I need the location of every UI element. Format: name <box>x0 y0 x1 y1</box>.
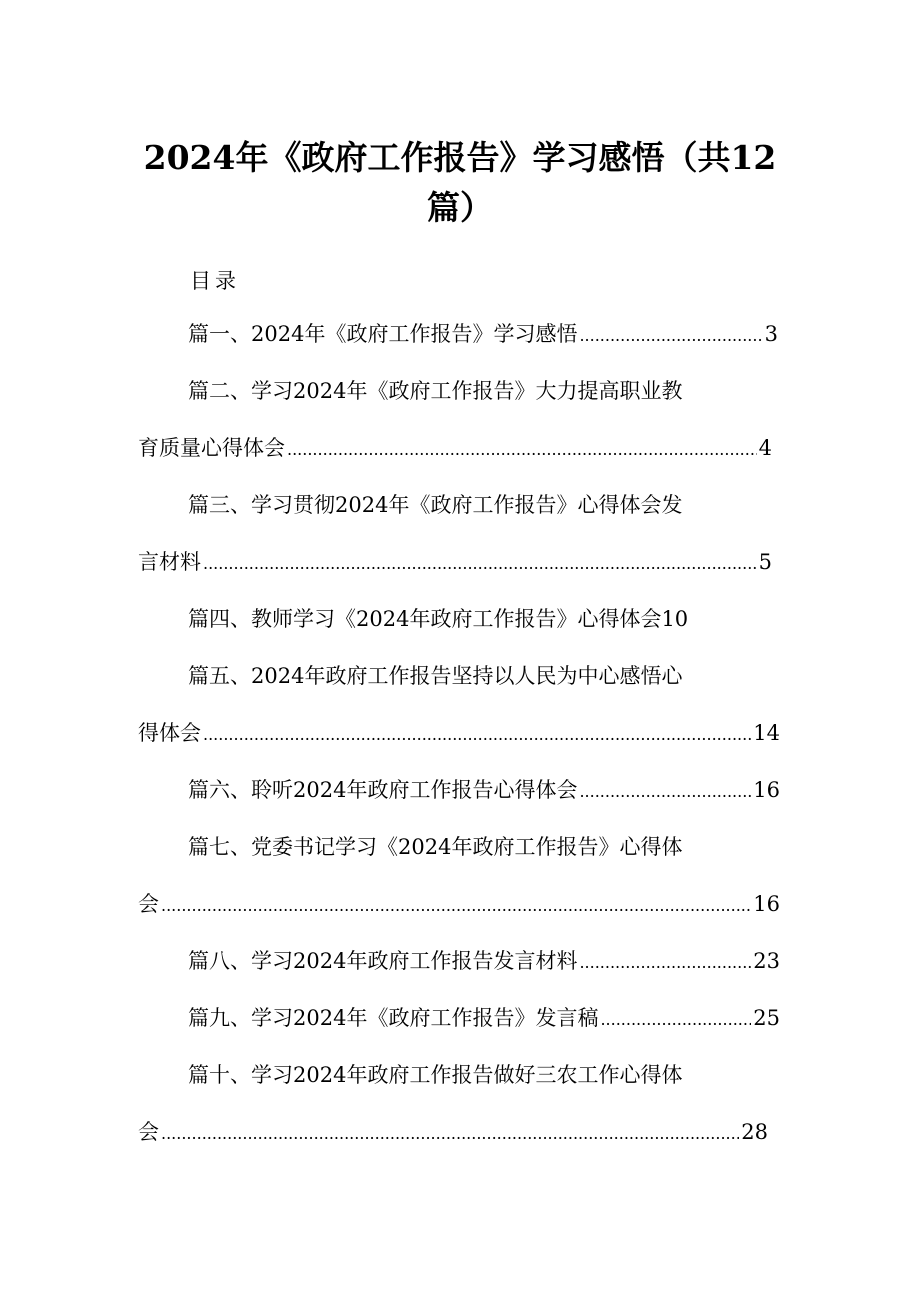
dot-leader <box>579 321 762 349</box>
toc-heading: 目录 <box>190 269 240 293</box>
toc-entry-10-line-1[interactable] <box>188 1060 748 1090</box>
toc-entry-10-text-2: 会 <box>138 1120 159 1144</box>
dot-leader <box>287 435 757 463</box>
toc-entry-9[interactable] <box>188 1003 780 1033</box>
toc-entry-1-text: 篇一、2024年《政府工作报告》学习感悟 <box>188 322 578 346</box>
toc-entry-5-line-2[interactable] <box>138 718 780 748</box>
document-title-line-1: 2024年《政府工作报告》学习感悟（共12 <box>143 138 777 177</box>
toc-entry-8-page: 23 <box>753 949 780 973</box>
dot-leader <box>203 549 757 577</box>
toc-entry-1-page: 3 <box>764 322 778 346</box>
dot-leader <box>579 777 751 805</box>
toc-entry-2-page: 4 <box>758 436 772 460</box>
toc-entry-10-page: 28 <box>741 1120 768 1144</box>
toc-entry-5-page: 14 <box>753 721 780 745</box>
toc-entry-1[interactable] <box>188 319 778 349</box>
toc-entry-5-text-1: 篇五、2024年政府工作报告坚持以人民为中心感悟心 <box>188 664 683 688</box>
dot-leader <box>161 891 751 919</box>
dot-leader <box>203 720 751 748</box>
toc-entry-2-line-1[interactable] <box>188 376 748 406</box>
toc-entry-6-page: 16 <box>753 778 780 802</box>
toc-entry-3-line-1[interactable] <box>188 490 748 520</box>
toc-entry-5-line-1[interactable] <box>188 661 748 691</box>
toc-entry-9-text: 篇九、学习2024年《政府工作报告》发言稿 <box>188 1006 599 1030</box>
toc-entry-2-line-2[interactable] <box>138 433 772 463</box>
toc-entry-3-line-2[interactable] <box>138 547 772 577</box>
toc-entry-3-text-1: 篇三、学习贯彻2024年《政府工作报告》心得体会发 <box>188 493 683 517</box>
toc-entry-9-page: 25 <box>753 1006 780 1030</box>
toc-entry-3-page: 5 <box>758 550 772 574</box>
toc-entry-5-text-2: 得体会 <box>138 721 201 745</box>
dot-leader <box>161 1119 739 1147</box>
toc-entry-4-text: 篇四、教师学习《2024年政府工作报告》心得体会10 <box>188 607 689 631</box>
toc-entry-8[interactable] <box>188 946 780 976</box>
toc-entry-8-text: 篇八、学习2024年政府工作报告发言材料 <box>188 949 578 973</box>
toc-entry-7-text-2: 会 <box>138 892 159 916</box>
toc-entry-6-text: 篇六、聆听2024年政府工作报告心得体会 <box>188 778 578 802</box>
toc-entry-7-line-1[interactable] <box>188 832 748 862</box>
toc-entry-10-text-1: 篇十、学习2024年政府工作报告做好三农工作心得体 <box>188 1063 683 1087</box>
toc-entry-2-text-1: 篇二、学习2024年《政府工作报告》大力提高职业教 <box>188 379 683 403</box>
dot-leader <box>579 948 751 976</box>
toc-entry-2-text-2: 育质量心得体会 <box>138 436 285 460</box>
toc-entry-3-text-2: 言材料 <box>138 550 201 574</box>
toc-entry-6[interactable] <box>188 775 780 805</box>
toc-entry-10-line-2[interactable] <box>138 1117 768 1147</box>
toc-entry-7-text-1: 篇七、党委书记学习《2024年政府工作报告》心得体 <box>188 835 683 859</box>
document-title-line-2: 篇） <box>427 188 493 227</box>
toc-entry-7-line-2[interactable] <box>138 889 780 919</box>
toc-entry-7-page: 16 <box>753 892 780 916</box>
toc-entry-4[interactable] <box>188 604 778 634</box>
dot-leader <box>600 1005 751 1033</box>
